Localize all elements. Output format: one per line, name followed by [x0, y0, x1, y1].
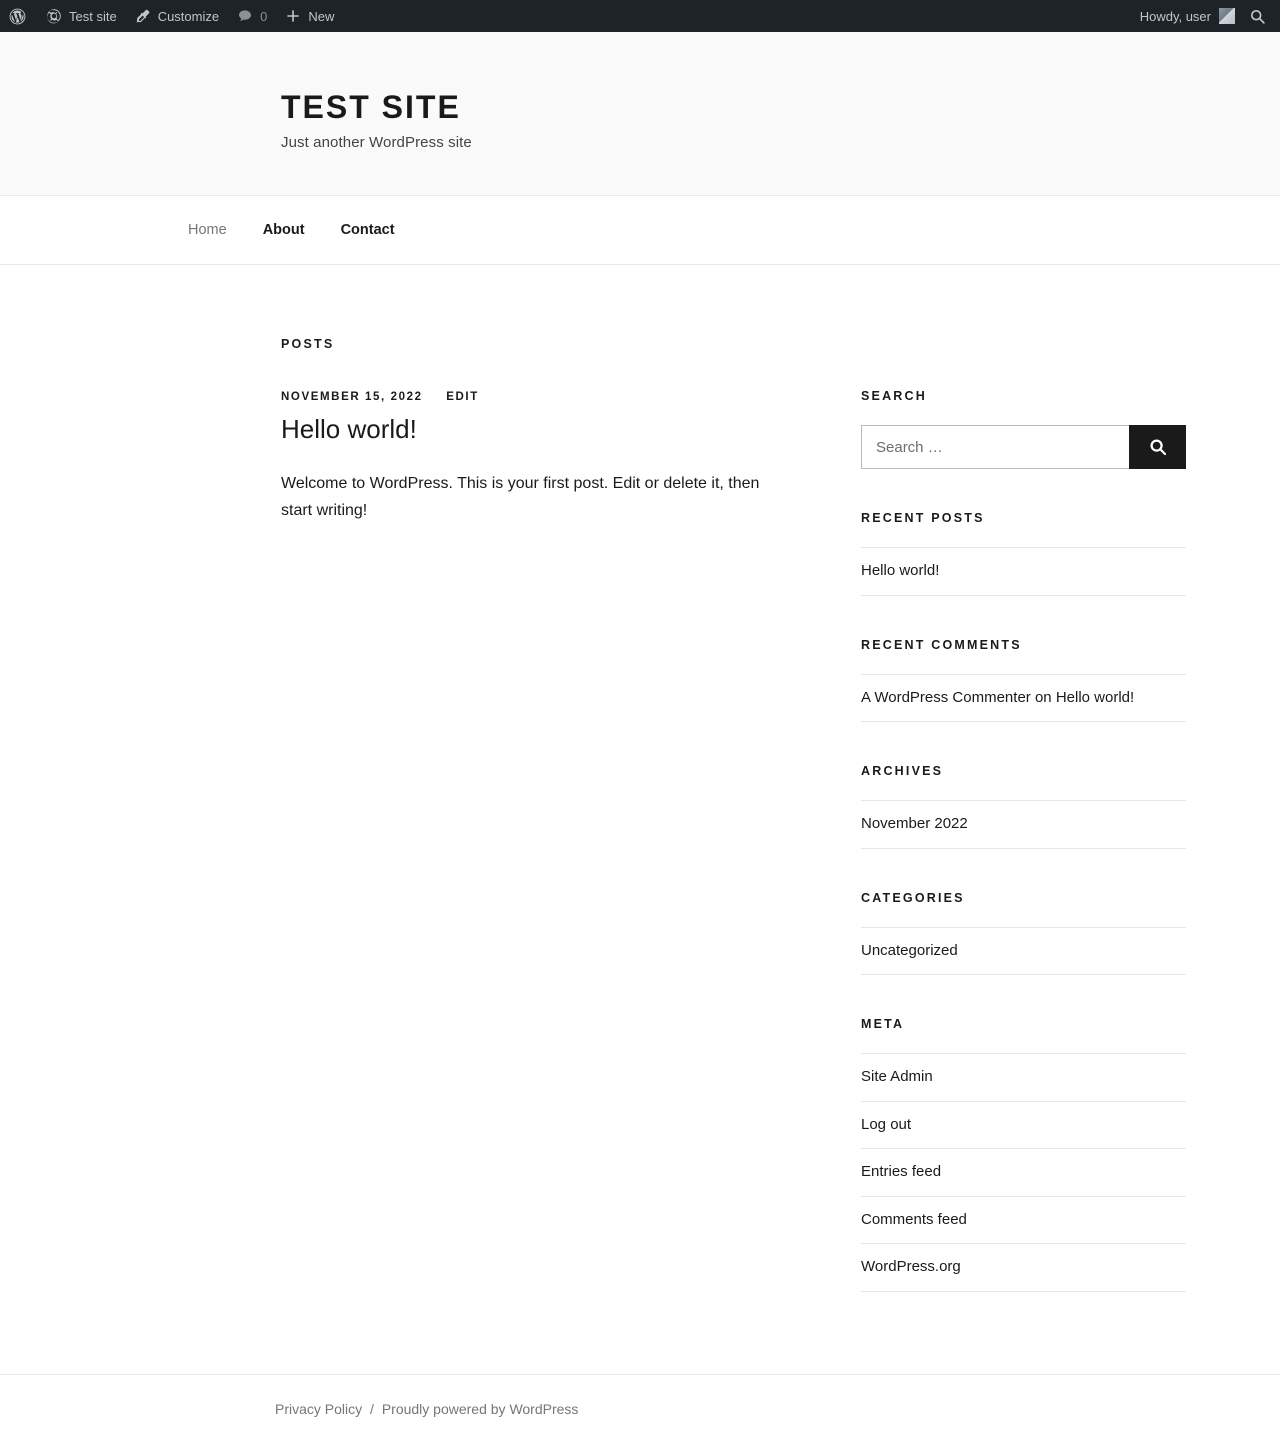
archive-link[interactable]: November 2022 [861, 815, 968, 833]
list-item[interactable] [861, 1054, 1186, 1102]
widget-archives-title: ARCHIVES [861, 764, 944, 779]
list-item[interactable] [861, 548, 1186, 596]
admin-bar-new[interactable] [276, 0, 343, 32]
widget-archives [861, 764, 1186, 849]
widget-categories [861, 891, 1186, 976]
wordpress-logo-button[interactable] [0, 0, 37, 32]
comment-post-link[interactable]: Hello world! [1055, 688, 1135, 706]
admin-bar [0, 0, 1280, 32]
list-item[interactable] [861, 1197, 1186, 1245]
sidebar [861, 337, 1186, 1334]
post-date-link[interactable]: NOVEMBER 15, 2022 [281, 391, 423, 404]
search-icon [1249, 8, 1266, 25]
site-header [0, 32, 1280, 196]
primary-navigation [0, 196, 1280, 265]
nav-item-about[interactable] [263, 221, 305, 239]
meta-list [861, 1053, 1186, 1292]
user-avatar [1219, 8, 1235, 24]
post-edit-link[interactable]: EDIT [446, 391, 479, 404]
content-area [93, 265, 1187, 1334]
post-excerpt: Welcome to WordPress. This is your first post. Edit or delete it, then start writing! [281, 475, 760, 519]
footer-privacy-policy-link[interactable]: Privacy Policy [275, 1401, 363, 1417]
site-header-wrap [93, 88, 1187, 151]
post-meta [281, 391, 821, 403]
admin-bar-right [1128, 0, 1280, 32]
archives-list [861, 800, 1186, 849]
nav-link-contact[interactable]: Contact [340, 222, 395, 239]
footer-credit-link[interactable]: Proudly powered by WordPress [381, 1401, 579, 1417]
recent-posts-list [861, 547, 1186, 596]
list-item[interactable] [861, 1102, 1186, 1150]
list-item[interactable] [861, 928, 1186, 976]
nav-item-home[interactable] [188, 221, 227, 239]
widget-recent-comments [861, 638, 1186, 723]
admin-bar-site-name-label: Test site [69, 8, 117, 24]
meta-link-comments-feed[interactable]: Comments feed [861, 1210, 967, 1228]
meta-link-entries-feed[interactable]: Entries feed [861, 1163, 942, 1181]
admin-bar-customize-label: Customize [157, 8, 220, 24]
list-item[interactable] [861, 1244, 1186, 1292]
categories-list [861, 927, 1186, 976]
admin-bar-comments[interactable] [228, 0, 276, 32]
widget-search-title: SEARCH [861, 389, 927, 404]
recent-comments-list [861, 674, 1186, 723]
search-submit-button[interactable] [1129, 425, 1186, 469]
admin-bar-customize[interactable] [126, 0, 228, 32]
comment-author: A WordPress Commenter [861, 688, 1031, 706]
list-item [861, 675, 1186, 723]
admin-bar-comments-count: 0 [260, 8, 268, 24]
meta-link-log-out[interactable]: Log out [861, 1115, 912, 1133]
search-input[interactable] [861, 425, 1129, 469]
widget-recent-posts-title: RECENT POSTS [861, 511, 985, 526]
nav-item-contact[interactable] [341, 221, 395, 239]
meta-link-wordpress-org[interactable]: WordPress.org [861, 1258, 961, 1276]
site-footer [0, 1374, 1280, 1445]
nav-link-about[interactable]: About [262, 222, 305, 239]
posts-section-label: POSTS [281, 337, 335, 352]
widget-meta-title: META [861, 1017, 905, 1032]
post-article [281, 391, 821, 524]
search-icon [1148, 437, 1168, 457]
site-title[interactable]: TEST SITE [281, 89, 461, 125]
comment-on-label: on [1034, 688, 1052, 706]
widget-recent-comments-title: RECENT COMMENTS [861, 637, 1022, 652]
nav-link-home[interactable]: Home [188, 222, 227, 239]
nav-list [188, 196, 1280, 264]
admin-bar-howdy-label: Howdy, user [1139, 8, 1211, 24]
recent-post-link[interactable]: Hello world! [861, 562, 940, 580]
search-form [861, 425, 1186, 469]
widget-recent-posts [861, 511, 1186, 596]
admin-bar-my-account[interactable] [1128, 0, 1243, 32]
widget-meta [861, 1017, 1186, 1292]
admin-bar-search-button[interactable] [1243, 0, 1280, 32]
list-item[interactable] [861, 1149, 1186, 1197]
plus-icon [285, 8, 301, 24]
admin-bar-site-name[interactable] [37, 0, 126, 32]
wordpress-logo-icon [8, 7, 27, 26]
dashboard-icon [46, 8, 62, 24]
admin-bar-new-label: New [308, 8, 335, 24]
post-title[interactable]: Hello world! [281, 414, 417, 445]
paintbrush-icon [135, 8, 151, 24]
widget-categories-title: CATEGORIES [861, 890, 965, 905]
site-description: Just another WordPress site [281, 134, 472, 152]
comment-bubble-icon [237, 8, 253, 24]
widget-search [861, 389, 1186, 469]
meta-link-site-admin[interactable]: Site Admin [861, 1068, 933, 1086]
footer-inner [93, 1401, 1187, 1417]
list-item[interactable] [861, 801, 1186, 849]
site-branding [281, 88, 1187, 151]
category-link[interactable]: Uncategorized [861, 941, 958, 959]
footer-separator: / [370, 1401, 374, 1417]
main-content [281, 337, 821, 1334]
